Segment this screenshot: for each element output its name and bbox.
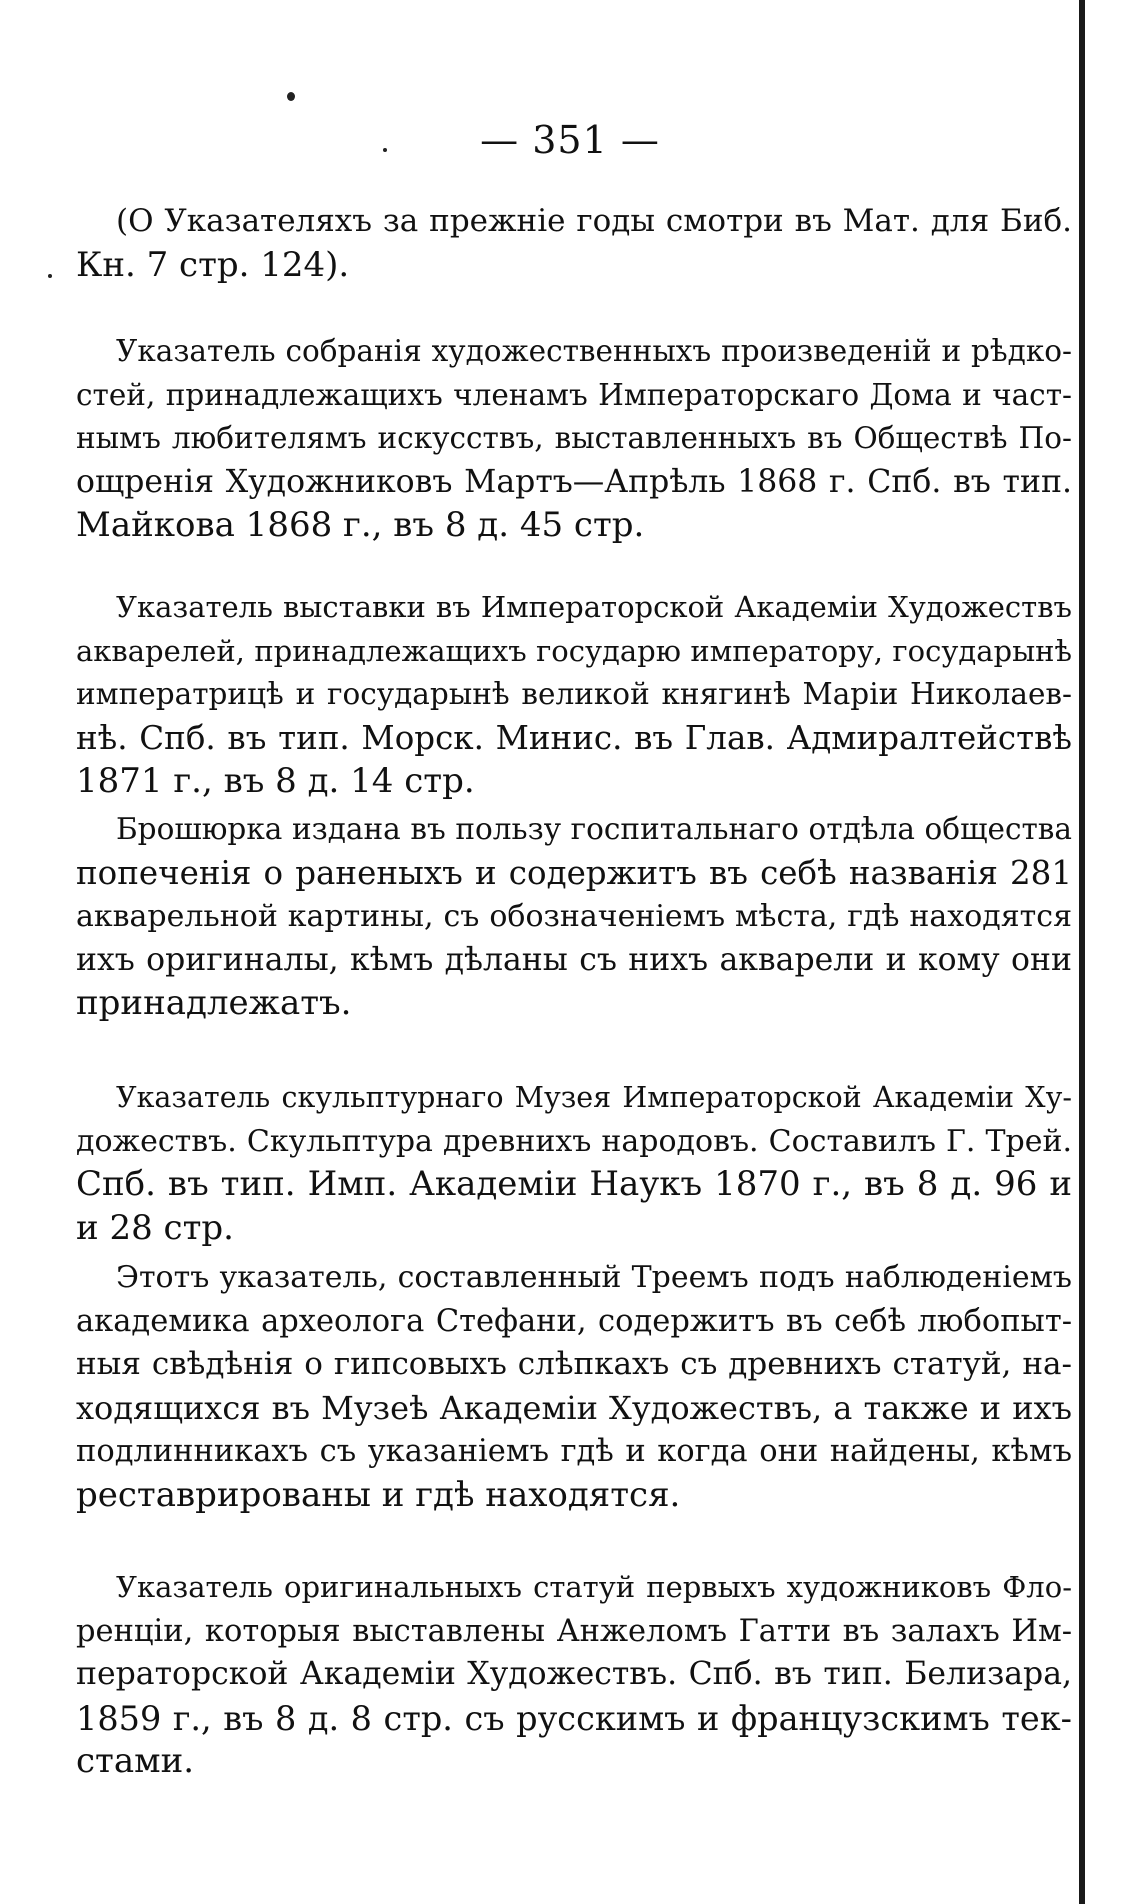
text-line: Указатель собранія художественныхъ произведеній и рѣдко- — [116, 334, 1072, 368]
text-line: ходящихся въ Музеѣ Академіи Художествъ, а также и ихъ — [76, 1388, 1072, 1427]
text-line: нѣ. Спб. въ тип. Морск. Минис. въ Глав. Адмиралтействѣ — [76, 718, 1072, 757]
text-line: Спб. въ тип. Имп. Академіи Наукъ 1870 г., въ 8 д. 96 и — [76, 1164, 1072, 1204]
text-line: попеченія о раненыхъ и содержитъ въ себѣ названія 281 — [76, 853, 1072, 892]
text-line: стей, принадлежащихъ членамъ Императорскаго Дома и част- — [76, 377, 1072, 412]
text-line: акварелей, принадлежащихъ государю императору, государынѣ — [76, 633, 1072, 668]
catalog-entry — [76, 1076, 1072, 1250]
text-line: реставрированы и гдѣ находятся. — [76, 1474, 681, 1515]
text-line: Кн. 7 стр. 124). — [76, 244, 350, 285]
text-line: (О Указателяхъ за прежніе годы смотри въ Мат. для Биб. — [116, 203, 1072, 239]
ink-speck — [287, 92, 295, 101]
text-line: акварельной картины, съ обозначеніемъ мѣста, гдѣ находятся — [76, 899, 1072, 934]
text-line: Указатель скульптурнаго Музея Императорской Академіи Ху- — [116, 1081, 1072, 1114]
text-line: ихъ оригиналы, кѣмъ дѣланы съ нихъ акварели и кому они — [76, 941, 1072, 978]
text-line: стами. — [76, 1741, 195, 1781]
text-line: ощренія Художниковъ Мартъ—Апрѣль 1868 г. Спб. въ тип. — [76, 463, 1072, 500]
text-line: и 28 стр. — [76, 1207, 234, 1248]
text-line: ныя свѣдѣнія о гипсовыхъ слѣпкахъ съ древнихъ статуй, на- — [76, 1346, 1072, 1382]
text-line: Этотъ указатель, составленный Треемъ подъ наблюденіемъ — [116, 1260, 1072, 1295]
entry-description — [76, 1256, 1072, 1517]
text-line: императрицѣ и государынѣ великой княгинѣ Маріи Николаев- — [76, 677, 1072, 711]
text-line: Указатель оригинальныхъ статуй первыхъ художниковъ Фло- — [116, 1570, 1072, 1604]
text-line: ператорской Академіи Художествъ. Спб. въ тип. Белизара, — [76, 1656, 1072, 1692]
page-edge-rule — [1079, 0, 1085, 1904]
text-line: Брошюрка издана въ пользу госпитальнаго отдѣла общества — [116, 812, 1072, 846]
text-line: 1859 г., въ 8 д. 8 стр. съ русскимъ и французскимъ тек- — [76, 1698, 1072, 1738]
text-line: Указатель выставки въ Императорской Академіи Художествъ — [116, 590, 1072, 624]
text-line: 1871 г., въ 8 д. 14 стр. — [76, 761, 475, 801]
catalog-entry — [76, 330, 1072, 548]
text-line: Майкова 1868 г., въ 8 д. 45 стр. — [76, 505, 645, 545]
text-line: академика археолога Стефани, содержитъ въ себѣ любопыт- — [76, 1303, 1072, 1339]
text-line: подлинникахъ съ указаніемъ гдѣ и когда они найдены, кѣмъ — [76, 1434, 1072, 1469]
text-line: нымъ любителямъ искусствъ, выставленныхъ въ Обществѣ По- — [76, 421, 1072, 455]
catalog-entry — [76, 1566, 1072, 1784]
note-paragraph — [76, 200, 1072, 287]
page-number: — 351 — — [480, 118, 660, 162]
text-line: дожествъ. Скульптура древнихъ народовъ. Составилъ Г. Трей. — [76, 1123, 1072, 1159]
ink-speck — [48, 274, 52, 278]
text-line: принадлежатъ. — [76, 983, 352, 1023]
entry-description — [76, 808, 1072, 1026]
text-line: ренціи, которыя выставлены Анжеломъ Гатти въ залахъ Им- — [76, 1613, 1072, 1649]
catalog-entry — [76, 586, 1072, 804]
